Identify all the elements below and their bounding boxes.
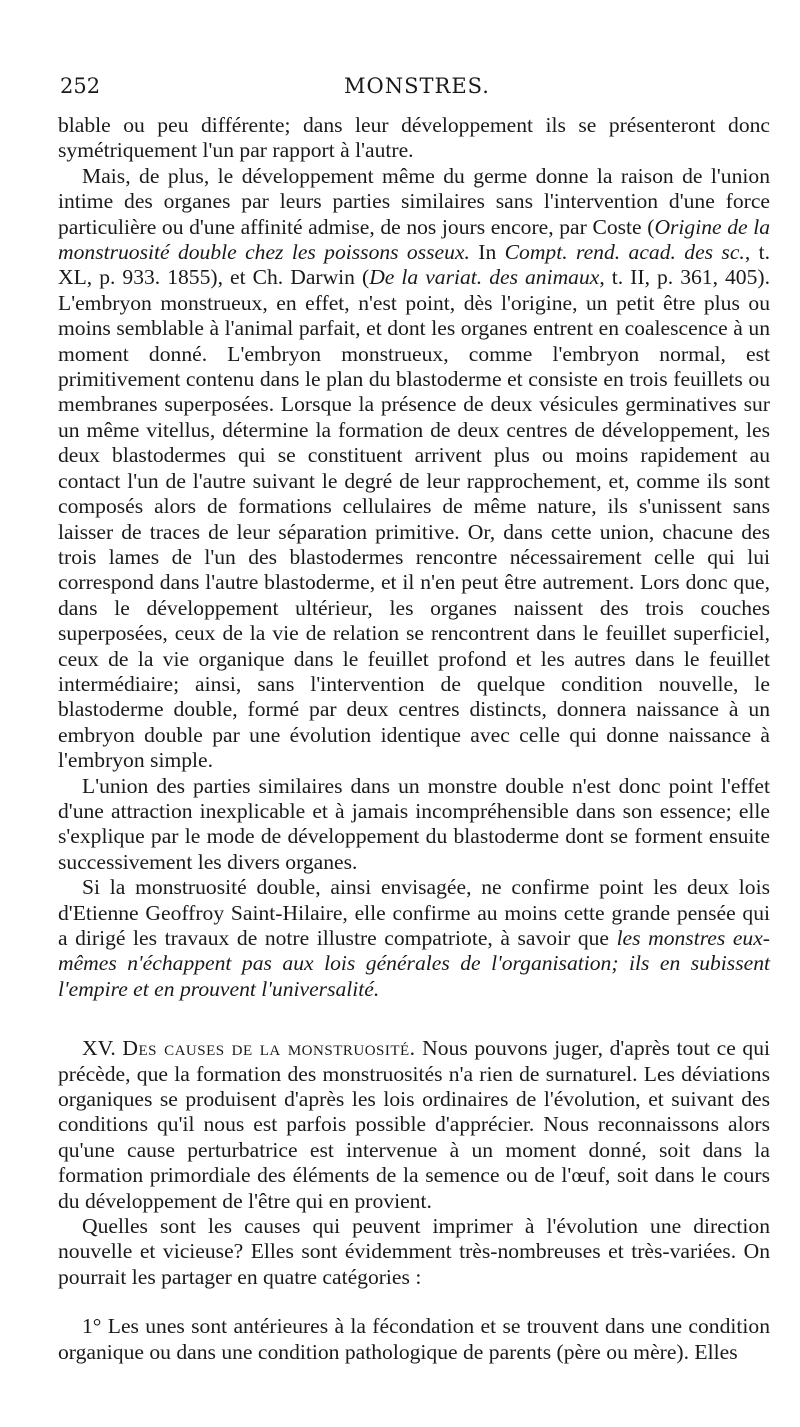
citation-darwin: De la variat. des animaux — [369, 265, 600, 290]
body-text — [58, 113, 770, 1365]
text-run: Mais, de plus, le développement même du germe donne la raison de l'union intime des organes par leurs parties similaires sans l'intervention d'une force particulière ou d'une affinité admise, de nos jours encore, par Coste ( — [58, 163, 770, 239]
paragraph-continuation: blable ou peu différente; dans leur développement ils se présenteront donc symétriquement l'un par rapport à l'autre. — [58, 113, 770, 163]
paragraph-geoffroy — [58, 875, 770, 1002]
section-xv-paragraph — [58, 1036, 770, 1214]
quotation: les monstres eux-mêmes n'échappent pas aux lois générales de l'organisation; ils en subissent l'empire et en prouvent l'universalité. — [58, 926, 770, 1001]
text-run: Nous pouvons juger, d'après tout ce qui précède, que la formation des monstruosités n'a rien de surnaturel. Les déviations organiques se produisent d'après les lois ordinaires de l'évolution, et suivant des conditions qu'il nous est parfois possible d'apprécier. Nous reconnaissons alors qu'une cause perturbatrice est intervenue à un moment donné, soit dans la formation primordiale des éléments de la semence ou de l'œuf, soit dans le cours du développement de l'être qui en provient. — [58, 1036, 770, 1213]
citation-title: Origine de la monstruosité double chez les poissons osseux. — [58, 214, 771, 265]
paragraph-union: L'union des parties similaires dans un monstre double n'est donc point l'effet d'une attraction inexplicable et à jamais incompréhensible dans son essence; elle s'explique par le mode de développement du blastoderme dont se forment ensuite successivement les divers organes. — [58, 773, 770, 874]
text-run: , t. II, p. 361, 405). L'embryon monstrueux, en effet, n'est point, dès l'origine, un petit être plus ou moins semblable à l'animal parfait, et dont les organes entrent en coalescence à un moment donné. L'embryon monstrueux, comme l'embryon normal, est primitivement contenu dans le plan du blastoderme et consiste en trois feuillets ou membranes superposées. Lorsque la présence de deux vésicules germinatives sur un même vitellus, détermine la formation de deux centres de développement, les deux blastodermes qui se constituent arrivent plus ou moins rapidement au contact l'un de l'autre suivant le degré de leur rapprochement, et, comme ils sont composés alors de formations cellulaires de même nature, ils s'unissent sans laisser de traces de leur séparation primitive. Or, dans cette union, chacune des trois lames de l'un des blastodermes rencontre nécessairement celle qui lui correspond dans l'autre blastoderme, et il n'en peut être autrement. Lors donc que, dans le développement ultérieur, les organes naissent des trois couches superposées, ceux de la vie de relation se rencontrent dans le feuillet superficiel, ceux de la vie organique dans le feuillet profond et les autres dans le feuillet intermédiaire; ainsi, sans l'intervention de quelque condition nouvelle, le blastoderme double, formé par deux centres distincts, donnera naissance à un embryon double par une évolution identique avec celle qui donne naissance à l'embryon simple. — [58, 265, 770, 773]
text-run: , t. XL, p. 933. 1855), et Ch. Darwin ( — [58, 240, 770, 290]
section-number: XV. — [82, 1036, 123, 1061]
paragraph-first-category: 1° Les unes sont antérieures à la fécondation et se trouvent dans une condition organique ou dans une condition pathologique de parents (père ou mère). Elles — [58, 1314, 770, 1364]
page-number: 252 — [60, 74, 101, 98]
paragraph-causes-question: Quelles sont les causes qui peuvent imprimer à l'évolution une direction nouvelle et vicieuse? Elles sont évidemment très-nombreuses et très-variées. On pourrait les partager en quatre catégories : — [58, 1214, 770, 1289]
running-title: MONSTRES. — [344, 74, 490, 98]
paragraph-development — [58, 164, 770, 774]
section-title: Des causes de la monstruosité. — [122, 1036, 416, 1061]
text-run: Si la monstruosité double, ainsi envisagée, ne confirme point les deux lois d'Etienne Geoffroy Saint-Hilaire, elle confirme au moins cette grande pensée qui a dirigé les travaux de notre illustre compatriote, à savoir que — [58, 875, 770, 950]
page-header — [60, 74, 774, 104]
citation-journal: Compt. rend. acad. des sc. — [504, 240, 745, 265]
text-run: In — [469, 240, 505, 265]
